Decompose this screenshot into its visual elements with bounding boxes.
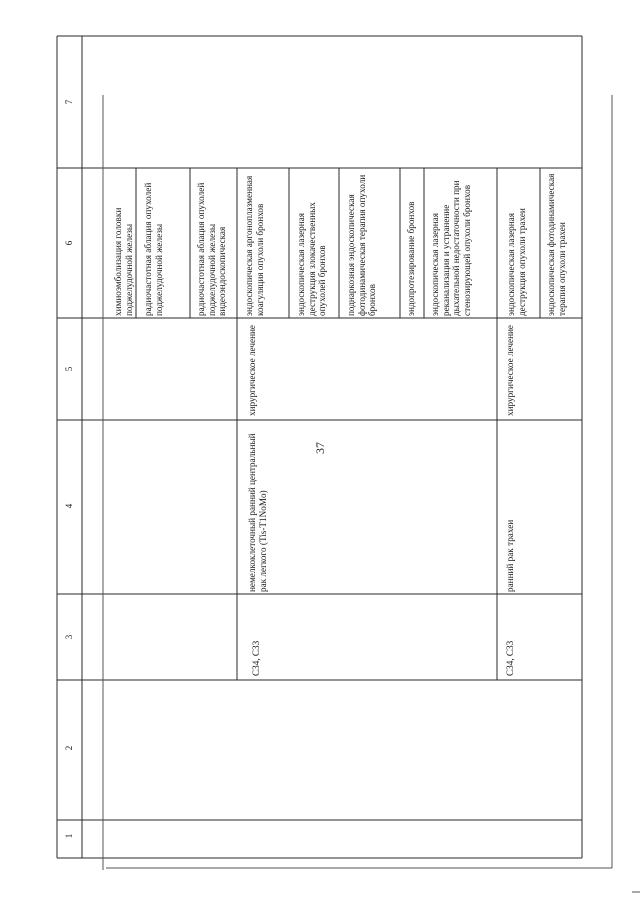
column-number-3: 3 xyxy=(64,634,74,640)
cell-trachea-icd-codes: C34, C33 xyxy=(505,640,515,676)
cell-lung-icd-codes: C34, C33 xyxy=(251,640,261,676)
column-number-5: 5 xyxy=(64,366,74,372)
cell-trachea-treatment: хирургическое лечение xyxy=(505,325,515,416)
column-number-1: 1 xyxy=(64,833,74,839)
cell-lung-treatment: хирургическое лечение xyxy=(247,325,257,416)
cell-pancreas-method-3: радиочастотная аблация опухолей поджелудочной железы видеоэндоскопическая xyxy=(196,182,228,316)
cell-trachea-method-2: эндоскопическая фотодинамическая терапия опухоли трахеи xyxy=(546,173,567,316)
cell-lung-method-5: эндоскопическая лазерная реканализация и устранение дыхательной недостаточности при стенозирующей опухоли бронхов xyxy=(430,180,472,316)
cell-lung-method-2: эндоскопическая лазерная деструкция злокачественных опухолей бронхов xyxy=(296,202,328,316)
cell-trachea-method-1: эндоскопическая лазерная деструкция опухоли трахеи xyxy=(506,208,527,316)
column-number-4: 4 xyxy=(64,503,74,509)
cell-lung-diagnosis: немелкоклеточный ранний центральный рак легкого (Tis-T1NoMo) xyxy=(247,433,268,592)
column-number-6: 6 xyxy=(64,240,74,246)
page-number: 37 xyxy=(313,442,327,454)
cell-lung-method-3: поднаркозная эндоскопическая фотодинамическая терапия опухоли бронхов xyxy=(346,174,378,316)
column-number-2: 2 xyxy=(64,745,74,751)
cell-pancreas-method-1: химиоэмболизация головки поджелудочной железы xyxy=(113,207,134,316)
cell-lung-method-1: эндоскопическая аргоноплазменная коагуляция опухоли бронхов xyxy=(244,175,265,316)
cell-trachea-diagnosis: ранний рак трахеи xyxy=(505,519,515,592)
cell-pancreas-method-2: радиочастотная аблация опухолей поджелудочной железы xyxy=(143,182,164,316)
column-number-7: 7 xyxy=(64,99,74,105)
cell-lung-method-4: эндопротезирование бронхов xyxy=(406,201,416,316)
